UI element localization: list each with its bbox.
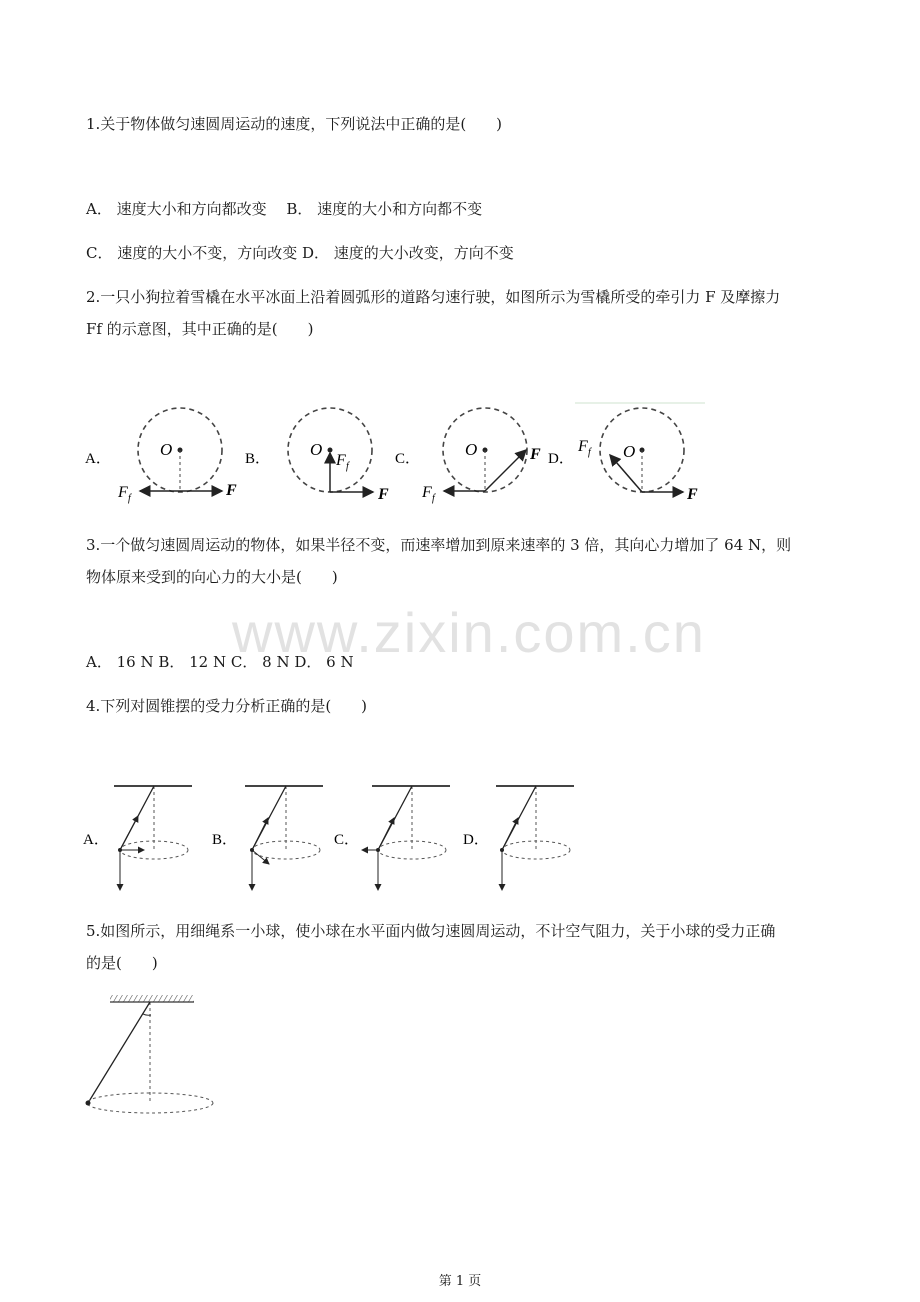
q3-stem-line2: 物体原来受到的向心力的大小是( ) [86, 568, 338, 586]
q3-stem-line1: 3.一个做匀速圆周运动的物体，如果半径不变，而速率增加到原来速率的 3 倍，其向心力增加了 64 N，则 [86, 536, 792, 554]
ceiling-hatch [110, 995, 194, 1002]
q2-figure-a [117, 408, 237, 504]
q2-stem-line1: 2.一只小狗拉着雪橇在水平冰面上沿着圆弧形的道路匀速行驶，如图所示为雪橇所受的牵引力 F 及摩擦力 [86, 288, 781, 306]
fig-d-ff: F [578, 438, 588, 455]
fig-d-f: F [687, 486, 698, 503]
q2-label-a: A． [85, 451, 111, 467]
fig-d-ff-sub: f [588, 447, 591, 458]
q1-options-row2: C． 速度的大小不变，方向改变 D． 速度的大小改变，方向不变 [86, 244, 514, 262]
fig-b-ff: F [336, 452, 346, 469]
fig-a-f: F [226, 482, 237, 499]
fig-c-f: F [530, 446, 541, 463]
fig-c-o: O [465, 440, 478, 459]
fig-a-ff-sub: f [128, 493, 131, 504]
q2-label-c: C． [395, 451, 421, 467]
fig-b-o: O [310, 440, 323, 459]
q4-figure-d [496, 786, 574, 890]
q5-figure [80, 990, 230, 1120]
q3-options: A． 16 N B． 12 N C． 8 N D． 6 N [86, 653, 354, 671]
fig-a-ff: F [118, 484, 128, 501]
fig-a-o: O [160, 440, 173, 459]
q1-stem: 1.关于物体做匀速圆周运动的速度，下列说法中正确的是( ) [86, 115, 503, 133]
fig-c-ff-sub: f [432, 493, 435, 504]
q4-figure-a [114, 786, 192, 890]
q2-stem-line2: Ff 的示意图，其中正确的是( ) [86, 320, 314, 338]
q2-figure-b [288, 408, 389, 503]
fig-d-o: O [623, 442, 636, 461]
q4-figure-b [245, 786, 323, 890]
fig-b-ff-sub: f [346, 461, 349, 472]
q4-label-c: C． [334, 832, 360, 848]
q2-figure-c [421, 408, 541, 504]
q5-stem-line2: 的是( ) [86, 954, 158, 972]
q4-figure-c [362, 786, 450, 890]
q2-label-b: B． [245, 451, 271, 467]
page-footer: 第 1 页 [438, 1274, 482, 1289]
q1-options-row1: A． 速度大小和方向都改变 B． 速度的大小和方向都不变 [86, 200, 483, 218]
watermark: www.zixin.com.cn [232, 601, 706, 664]
q4-stem: 4.下列对圆锥摆的受力分析正确的是( ) [86, 697, 368, 715]
q5-stem-line1: 5.如图所示，用细绳系一小球，使小球在水平面内做匀速圆周运动，不计空气阻力，关于小球的受力正确 [86, 922, 776, 940]
q2-figures [80, 395, 720, 510]
q2-label-d: D． [548, 451, 574, 467]
q2-figure-d [577, 408, 698, 503]
fig-b-f: F [378, 486, 389, 503]
fig-c-ff: F [422, 484, 432, 501]
q4-label-a: A． [83, 832, 109, 848]
q4-label-b: B． [212, 832, 238, 848]
q4-figures [80, 778, 590, 898]
q4-label-d: D． [463, 832, 489, 848]
